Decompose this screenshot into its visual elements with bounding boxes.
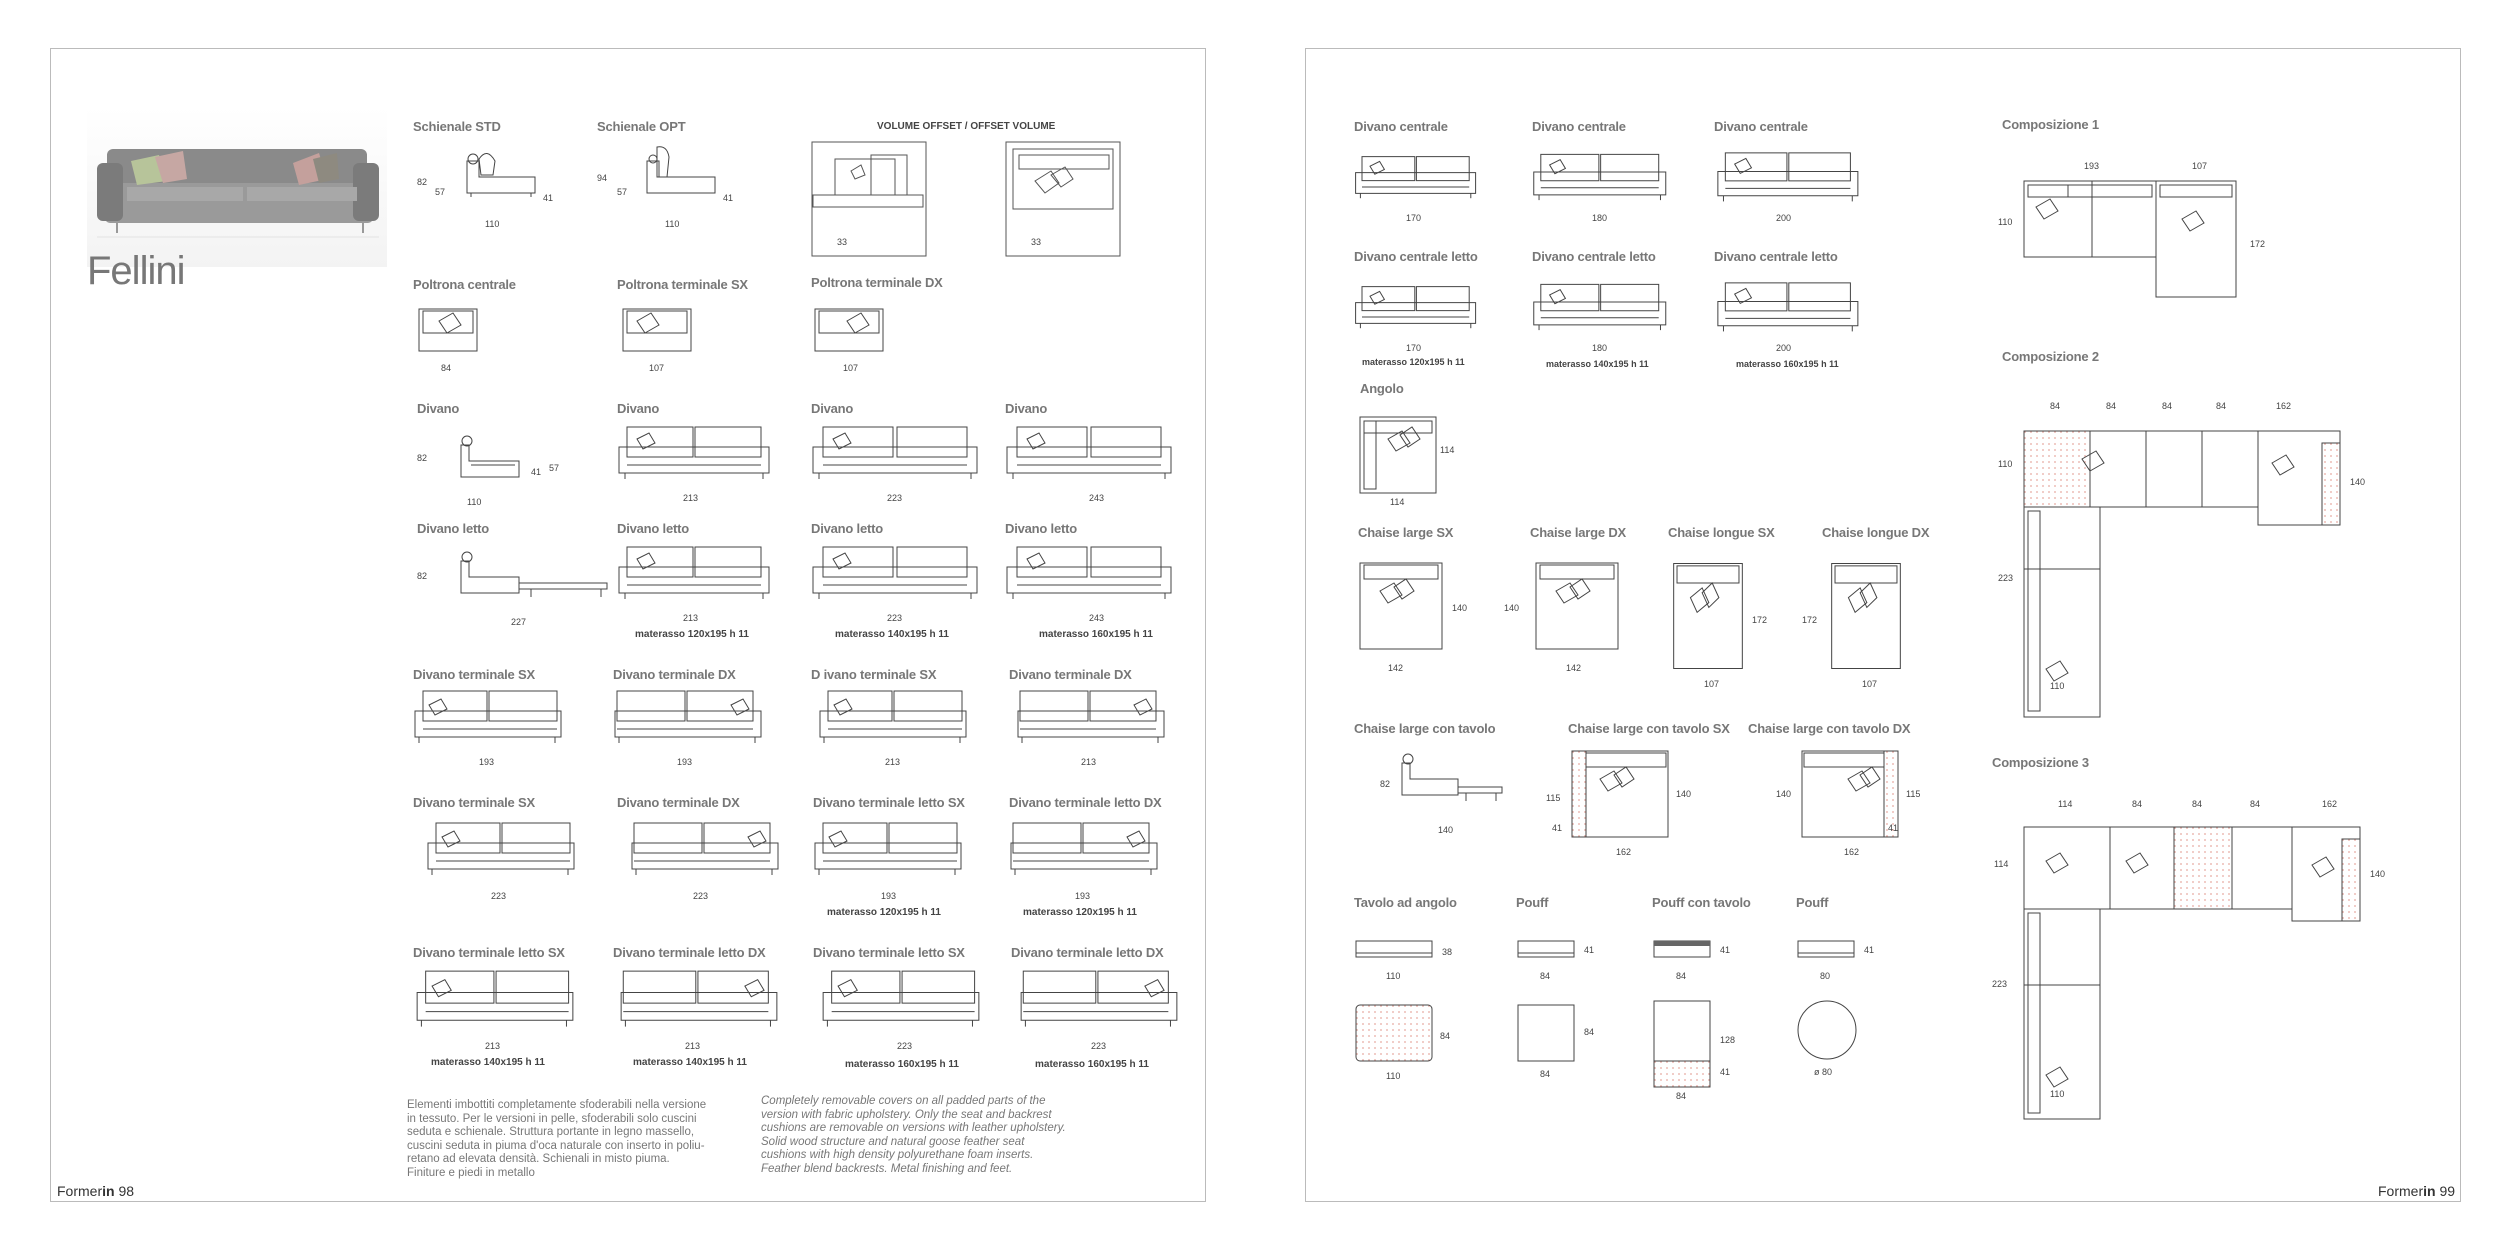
terminal-c4-w: 223 (1091, 1041, 1107, 1051)
terminal-b3-label: Divano terminale letto SX (813, 795, 965, 810)
corner-drawing (1358, 415, 1438, 495)
pouf-table-side (1652, 939, 1712, 963)
central-1-w: 170 (1406, 213, 1422, 223)
armchair-central-drawing (415, 303, 481, 357)
terminal-b1-drawing (413, 821, 589, 881)
chaise-table-2-drawing (1570, 749, 1670, 839)
chaise-3-drawing (1672, 561, 1744, 671)
desc-en-line: Solid wood structure and natural goose feather seat (761, 1135, 1025, 1148)
central-bed-2-label: Divano centrale letto (1532, 249, 1656, 264)
terminal-b1-label: Divano terminale SX (413, 795, 535, 810)
sofa-2-drawing (617, 425, 773, 485)
desc-it-line: retano ad elevata densità. Schienali in misto piuma. (407, 1153, 670, 1165)
central-bed-3-drawing (1714, 281, 1858, 337)
corner-table-label: Tavolo ad angolo (1354, 895, 1457, 910)
terminal-b4-w: 193 (1075, 891, 1091, 901)
comp1-d2: 107 (2192, 161, 2208, 171)
backrest-opt-d: 41 (723, 193, 734, 203)
sofabed-2-drawing (617, 545, 773, 605)
central-bed-2-mattress: materasso 140x195 h 11 (1546, 359, 1649, 369)
sofabed-3-w: 223 (887, 613, 903, 623)
sofa-3-label: Divano (811, 401, 854, 416)
central-bed-1-drawing (1354, 281, 1474, 337)
comp2-v: 223 (1998, 573, 2014, 583)
pouf-round-top (1796, 999, 1858, 1061)
central-3-drawing (1714, 151, 1858, 207)
sofabed-3-drawing (811, 545, 979, 605)
chaise-4-drawing (1830, 561, 1902, 671)
backrest-opt-label: Schienale OPT (597, 119, 686, 134)
chaise-table-2-d: 140 (1676, 789, 1692, 799)
composition-1-drawing (2022, 179, 2238, 299)
sofabed-1-w: 227 (511, 617, 527, 627)
corner-table-top (1354, 1003, 1434, 1063)
chaise-table-3-d: 140 (1776, 789, 1792, 799)
terminal-b2-w: 223 (693, 891, 709, 901)
pouf-round-pw: ø 80 (1814, 1067, 1833, 1077)
terminal-c2-label: Divano terminale letto DX (613, 945, 766, 960)
desc-it-line: seduta e schienale. Struttura portante in legno massello, (407, 1126, 695, 1138)
folio-right (2378, 1183, 2455, 1199)
sofa-4-drawing (1005, 425, 1189, 485)
central-2-label: Divano centrale (1532, 119, 1626, 134)
pouf-label: Pouff (1516, 895, 1549, 910)
desc-en-line: Completely removable covers on all padded parts of the (761, 1095, 1046, 1107)
terminal-c1-label: Divano terminale letto SX (413, 945, 565, 960)
composition-2-label: Composizione 2 (2002, 349, 2099, 364)
pouf-round-side (1796, 939, 1856, 963)
corner-w: 114 (1390, 497, 1405, 507)
folio-brand: Former (2378, 1183, 2424, 1199)
terminal-a2-drawing (613, 689, 763, 749)
description-italian (407, 1099, 706, 1180)
chaise-3-label: Chaise longue SX (1668, 525, 1775, 540)
sofa-1-w: 110 (467, 497, 482, 507)
terminal-c4-drawing (1011, 969, 1187, 1033)
terminal-a1-w: 193 (479, 757, 495, 767)
central-bed-3-label: Divano centrale letto (1714, 249, 1838, 264)
terminal-a2-label: Divano terminale DX (613, 667, 736, 682)
backrest-std-h1: 82 (417, 177, 428, 187)
armchair-dx-label: Poltrona terminale DX (811, 275, 943, 290)
terminal-b3-drawing (813, 821, 963, 881)
comp1-h2: 172 (2250, 239, 2266, 249)
armchair-sx-label: Poltrona terminale SX (617, 277, 748, 292)
sofabed-4-w: 243 (1089, 613, 1105, 623)
terminal-c1-drawing (413, 969, 577, 1033)
desc-it-line: Finiture e piedi in metallo (407, 1166, 535, 1179)
chaise-table-3-drawing (1800, 749, 1900, 839)
pouf-side (1516, 939, 1576, 963)
sofabed-2-mattress: materasso 120x195 h 11 (635, 629, 749, 640)
corner-table-side (1354, 939, 1434, 963)
armchair-central-w: 84 (441, 363, 452, 373)
terminal-c3-label: Divano terminale letto SX (813, 945, 965, 960)
corner-label: Angolo (1360, 381, 1404, 396)
terminal-c4-label: Divano terminale letto DX (1011, 945, 1164, 960)
composition-2-drawing (2022, 429, 2342, 719)
chaise-1-label: Chaise large SX (1358, 525, 1454, 540)
chaise-table-3-t1: 115 (1906, 789, 1921, 799)
sofa-4-label: Divano (1005, 401, 1048, 416)
corner-table-pw: 110 (1386, 1071, 1401, 1081)
terminal-a2-w: 193 (677, 757, 693, 767)
desc-en-line: cushions are removable on versions with leather upholstery. (761, 1122, 1066, 1134)
chaise-table-3-label: Chaise large con tavolo DX (1748, 721, 1911, 736)
pouf-pd: 84 (1584, 1027, 1595, 1037)
sofabed-3-mattress: materasso 140x195 h 11 (835, 629, 949, 640)
central-bed-1-w: 170 (1406, 343, 1422, 353)
comp3-h: 114 (1994, 859, 2009, 869)
comp3-d3: 84 (2192, 799, 2203, 809)
volume-offset-drawing-2 (1005, 141, 1121, 257)
central-1-label: Divano centrale (1354, 119, 1448, 134)
backrest-std-drawing (459, 149, 539, 209)
desc-en-line: version with fabric upholstery. Only the seat and backrest (761, 1108, 1052, 1121)
terminal-a3-label: D ivano terminale SX (811, 667, 937, 682)
sofabed-side-drawing (431, 549, 611, 605)
sofa-3-drawing (811, 425, 979, 485)
chaise-4-w: 107 (1862, 679, 1878, 689)
chaise-table-2-t2: 41 (1552, 823, 1563, 833)
terminal-c3-w: 223 (897, 1041, 913, 1051)
sofabed-2-label: Divano letto (617, 521, 689, 536)
terminal-b4-label: Divano terminale letto DX (1009, 795, 1162, 810)
terminal-b4-mattress: materasso 120x195 h 11 (1023, 907, 1137, 918)
chaise-2-w: 142 (1566, 663, 1582, 673)
comp2-h2: 140 (2350, 477, 2366, 487)
corner-table-w: 110 (1386, 971, 1401, 981)
folio-suffix: in (102, 1183, 115, 1199)
pouf-table-h: 41 (1720, 945, 1731, 955)
description-english (761, 1095, 1066, 1176)
comp3-v: 223 (1992, 979, 2008, 989)
central-bed-2-w: 180 (1592, 343, 1608, 353)
backrest-opt-h2: 57 (617, 187, 628, 197)
pouf-h: 41 (1584, 945, 1595, 955)
central-1-drawing (1354, 151, 1474, 207)
chaise-table-1-label: Chaise large con tavolo (1354, 721, 1496, 736)
terminal-a1-drawing (413, 689, 563, 749)
volume-dim-2: 33 (1031, 237, 1042, 247)
pouf-table-w: 84 (1676, 971, 1687, 981)
desc-it-line: Elementi imbottiti completamente sfoderabili nella versione (407, 1099, 707, 1111)
pouf-round-h: 41 (1864, 945, 1875, 955)
terminal-c3-drawing (813, 969, 989, 1033)
pouf-round-label: Pouff (1796, 895, 1829, 910)
sofa-3-w: 223 (887, 493, 903, 503)
comp1-d1: 193 (2084, 161, 2100, 171)
central-2-w: 180 (1592, 213, 1608, 223)
terminal-b4-drawing (1009, 821, 1159, 881)
sofabed-2-w: 213 (683, 613, 699, 623)
armchair-sx-drawing (619, 303, 695, 357)
comp2-d5: 162 (2276, 401, 2292, 411)
sofabed-4-label: Divano letto (1005, 521, 1077, 536)
terminal-a1-label: Divano terminale SX (413, 667, 535, 682)
terminal-c1-w: 213 (485, 1041, 501, 1051)
armchair-central-label: Poltrona centrale (413, 277, 516, 292)
chaise-table-1-h: 82 (1380, 779, 1391, 789)
pouf-table-label: Pouff con tavolo (1652, 895, 1751, 910)
comp2-d2: 84 (2106, 401, 2117, 411)
central-bed-1-mattress: materasso 120x195 h 11 (1362, 357, 1465, 367)
product-photo (87, 107, 387, 267)
central-bed-1-label: Divano centrale letto (1354, 249, 1478, 264)
terminal-b2-drawing (617, 821, 793, 881)
composition-1-label: Composizione 1 (2002, 117, 2099, 132)
central-bed-3-w: 200 (1776, 343, 1792, 353)
chaise-1-w: 142 (1388, 663, 1404, 673)
armchair-dx-drawing (811, 303, 887, 357)
composition-3-drawing (2022, 825, 2362, 1125)
central-3-label: Divano centrale (1714, 119, 1808, 134)
chaise-table-2-w: 162 (1616, 847, 1632, 857)
backrest-std-d: 41 (543, 193, 554, 203)
comp3-d2: 84 (2132, 799, 2143, 809)
comp3-d1: 114 (2058, 799, 2073, 809)
chaise-table-1-w: 140 (1438, 825, 1454, 835)
chaise-1-d: 140 (1452, 603, 1468, 613)
composition-3-label: Composizione 3 (1992, 755, 2089, 770)
terminal-b2-label: Divano terminale DX (617, 795, 740, 810)
volume-dim-1: 33 (837, 237, 848, 247)
sofa-2-label: Divano (617, 401, 660, 416)
terminal-c2-w: 213 (685, 1041, 701, 1051)
comp2-b: 110 (2050, 681, 2065, 691)
sofabed-4-drawing (1005, 545, 1189, 605)
pouf-table-pd: 128 (1720, 1035, 1736, 1045)
sofa-2-w: 213 (683, 493, 699, 503)
backrest-std-h2: 57 (435, 187, 446, 197)
catalog-page-98 (50, 48, 1206, 1202)
desc-en-line: Feather blend backrests. Metal finishing and feet. (761, 1162, 1013, 1175)
chaise-table-3-w: 162 (1844, 847, 1860, 857)
chaise-table-side-drawing (1396, 749, 1506, 809)
chaise-3-d: 172 (1752, 615, 1768, 625)
sofabed-1-label: Divano letto (417, 521, 489, 536)
terminal-b3-w: 193 (881, 891, 897, 901)
chaise-4-d: 172 (1802, 615, 1818, 625)
folio-left (57, 1183, 134, 1199)
product-title: Fellini (87, 249, 185, 293)
pouf-w: 84 (1540, 971, 1551, 981)
terminal-c4-mattress: materasso 160x195 h 11 (1035, 1059, 1149, 1070)
backrest-opt-h1: 94 (597, 173, 608, 183)
central-3-w: 200 (1776, 213, 1792, 223)
terminal-a4-label: Divano terminale DX (1009, 667, 1132, 682)
chaise-3-w: 107 (1704, 679, 1720, 689)
sofa-1-d2: 57 (549, 463, 560, 473)
sofa-1-d1: 41 (531, 467, 542, 477)
comp1-h: 110 (1998, 217, 2013, 227)
chaise-table-3-t2: 41 (1888, 823, 1899, 833)
terminal-a4-w: 213 (1081, 757, 1097, 767)
terminal-c3-mattress: materasso 160x195 h 11 (845, 1059, 959, 1070)
desc-it-line: cuscini seduta in piuma d'oca naturale con inserto in poliu- (407, 1139, 705, 1152)
sofa-1-label: Divano (417, 401, 460, 416)
pouf-table-top (1652, 999, 1712, 1089)
chaise-table-2-label: Chaise large con tavolo SX (1568, 721, 1730, 736)
sofabed-4-mattress: materasso 160x195 h 11 (1039, 629, 1153, 640)
desc-it-line: in tessuto. Per le versioni in pelle, sfoderabili solo cuscini (407, 1112, 697, 1125)
chaise-4-label: Chaise longue DX (1822, 525, 1930, 540)
sofabed-1-h1: 82 (417, 571, 428, 581)
sofa-4-w: 243 (1089, 493, 1105, 503)
terminal-b1-w: 223 (491, 891, 507, 901)
chaise-table-2-t1: 115 (1546, 793, 1561, 803)
chaise-1-drawing (1358, 561, 1444, 651)
pouf-table-pt: 41 (1720, 1067, 1731, 1077)
volume-offset-label: VOLUME OFFSET / OFFSET VOLUME (877, 121, 1056, 132)
corner-d: 114 (1440, 445, 1455, 455)
terminal-a3-drawing (811, 689, 975, 749)
backrest-opt-w: 110 (665, 219, 680, 229)
central-bed-2-drawing (1532, 281, 1664, 337)
desc-en-line: cushions with high density polyurethane foam inserts. (761, 1149, 1034, 1161)
pouf-table-pw: 84 (1676, 1091, 1687, 1101)
sofabed-3-label: Divano letto (811, 521, 883, 536)
volume-offset-drawing-1 (811, 141, 927, 257)
terminal-b3-mattress: materasso 120x195 h 11 (827, 907, 941, 918)
central-bed-3-mattress: materasso 160x195 h 11 (1736, 359, 1839, 369)
folio-suffix: in (2423, 1183, 2436, 1199)
backrest-std-label: Schienale STD (413, 119, 501, 134)
catalog-page-99 (1305, 48, 2461, 1202)
comp3-b: 110 (2050, 1089, 2065, 1099)
pouf-top (1516, 1003, 1576, 1063)
comp2-d1: 84 (2050, 401, 2061, 411)
sofa-1-h1: 82 (417, 453, 428, 463)
comp3-d4: 84 (2250, 799, 2261, 809)
chaise-2-d: 140 (1504, 603, 1520, 613)
comp2-d3: 84 (2162, 401, 2173, 411)
terminal-a4-drawing (1009, 689, 1173, 749)
corner-table-pd: 84 (1440, 1031, 1451, 1041)
comp2-d4: 84 (2216, 401, 2227, 411)
page-number: 98 (118, 1183, 135, 1199)
comp2-h: 110 (1998, 459, 2013, 469)
backrest-std-w: 110 (485, 219, 500, 229)
terminal-c2-mattress: materasso 140x195 h 11 (633, 1057, 747, 1068)
chaise-2-drawing (1534, 561, 1620, 651)
pouf-pw: 84 (1540, 1069, 1551, 1079)
comp3-d5: 162 (2322, 799, 2338, 809)
pouf-round-w: 80 (1820, 971, 1831, 981)
folio-brand: Former (57, 1183, 103, 1199)
terminal-c2-drawing (617, 969, 781, 1033)
comp3-h2: 140 (2370, 869, 2386, 879)
corner-table-h: 38 (1442, 947, 1453, 957)
terminal-a3-w: 213 (885, 757, 901, 767)
chaise-2-label: Chaise large DX (1530, 525, 1626, 540)
central-2-drawing (1532, 151, 1664, 207)
armchair-dx-w: 107 (843, 363, 859, 373)
armchair-sx-w: 107 (649, 363, 665, 373)
terminal-c1-mattress: materasso 140x195 h 11 (431, 1057, 545, 1068)
sofa-side-drawing (431, 429, 541, 489)
backrest-opt-drawing (639, 145, 719, 209)
page-number: 99 (2439, 1183, 2456, 1199)
